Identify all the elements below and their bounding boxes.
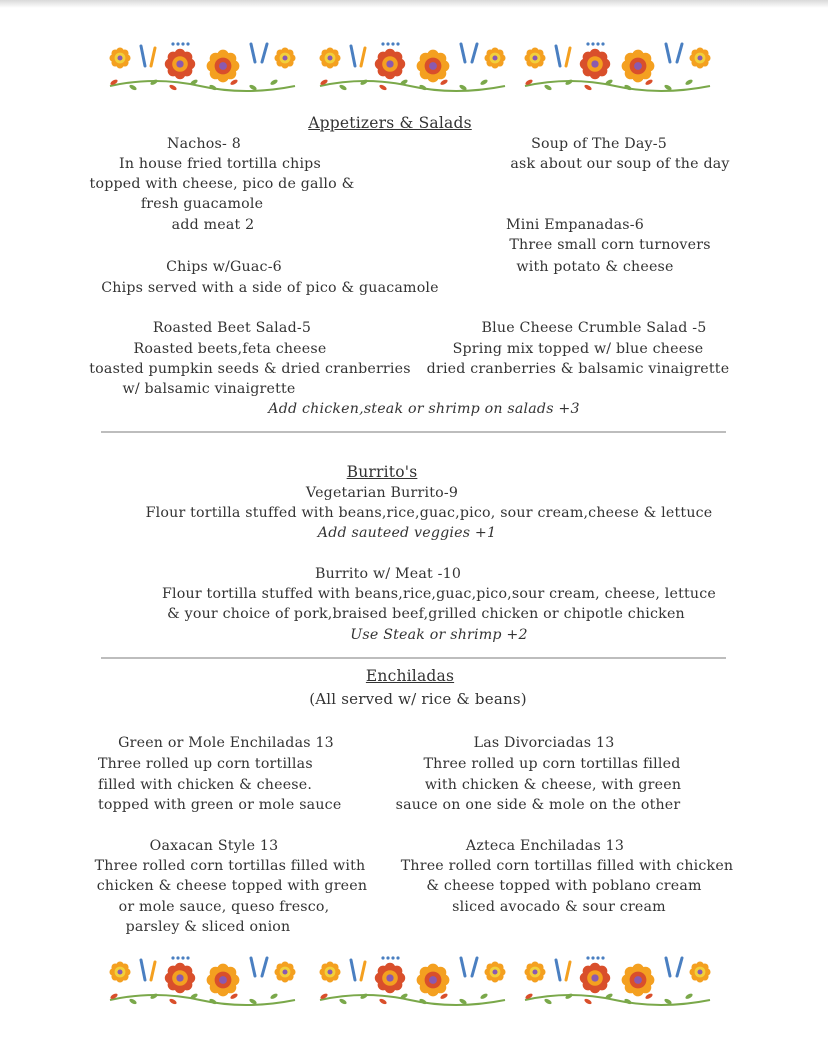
green-mole-enchiladas-desc-3: topped with green or mole sauce (98, 797, 342, 813)
folk-flower-border-top (100, 36, 720, 100)
beet-salad-desc-2: toasted pumpkin seeds & dried cranberries (89, 361, 411, 377)
vegetarian-burrito-note: Add sauteed veggies +1 (317, 525, 497, 541)
chips-desc-1: Chips served with a side of pico & guacamole (101, 280, 439, 296)
meat-burrito-desc-1: Flour tortilla stuffed with beans,rice,guac,pico,sour cream, cheese, lettuce (162, 586, 716, 602)
nachos-desc-4: add meat 2 (171, 217, 255, 233)
las-divorciadas-title: Las Divorciadas 13 (473, 735, 615, 751)
enchiladas-subheading: (All served w/ rice & beans) (309, 690, 527, 708)
las-divorciadas-desc-2: with chicken & cheese, with green (424, 777, 682, 793)
blue-cheese-salad-title: Blue Cheese Crumble Salad -5 (481, 320, 707, 336)
beet-salad-desc-1: Roasted beets,feta cheese (133, 341, 327, 357)
oaxacan-style-title: Oaxacan Style 13 (149, 838, 279, 854)
flower-motif (524, 42, 710, 91)
oaxacan-style-desc-1: Three rolled corn tortillas filled with (94, 858, 366, 874)
oaxacan-style-desc-4: parsley & sliced onion (125, 919, 291, 935)
green-mole-enchiladas-desc-2: filled with chicken & cheese. (98, 777, 313, 793)
chips-title: Chips w/Guac-6 (166, 259, 282, 275)
azteca-enchiladas-desc-1: Three rolled corn tortillas filled with chicken (400, 858, 734, 874)
flower-motif (524, 956, 710, 1005)
flower-motif (319, 42, 505, 91)
section-divider (101, 657, 726, 659)
las-divorciadas-desc-1: Three rolled up corn tortillas filled (423, 756, 681, 772)
green-mole-enchiladas-desc-1: Three rolled up corn tortillas (98, 756, 313, 772)
blue-cheese-salad-desc-2: dried cranberries & balsamic vinaigrette (426, 361, 730, 377)
blue-cheese-salad-desc-1: Spring mix topped w/ blue cheese (452, 341, 704, 357)
empanadas-desc-1: Three small corn turnovers (509, 237, 711, 253)
flower-motif (109, 956, 295, 1005)
folk-flower-border-bottom (100, 950, 720, 1014)
beet-salad-desc-3: w/ balsamic vinaigrette (122, 381, 296, 397)
vegetarian-burrito-title: Vegetarian Burrito-9 (305, 485, 459, 501)
meat-burrito-desc-2: & your choice of pork,braised beef,grilled chicken or chipotle chicken (167, 606, 685, 622)
azteca-enchiladas-desc-3: sliced avocado & sour cream (452, 899, 666, 915)
azteca-enchiladas-desc-2: & cheese topped with poblano cream (426, 878, 702, 894)
section-divider (101, 431, 726, 433)
las-divorciadas-desc-3: sauce on one side & mole on the other (395, 797, 681, 813)
nachos-desc-1: In house fried tortilla chips (119, 156, 321, 172)
empanadas-title: Mini Empanadas-6 (505, 217, 645, 233)
soup-title: Soup of The Day-5 (531, 136, 667, 152)
nachos-desc-2: topped with cheese, pico de gallo & (89, 176, 355, 192)
beet-salad-title: Roasted Beet Salad-5 (152, 320, 312, 336)
azteca-enchiladas-title: Azteca Enchiladas 13 (465, 838, 625, 854)
oaxacan-style-desc-2: chicken & cheese topped with green (96, 878, 368, 894)
oaxacan-style-desc-3: or mole sauce, queso fresco, (118, 899, 330, 915)
empanadas-desc-2: with potato & cheese (516, 259, 674, 275)
flower-motif (109, 42, 295, 91)
enchiladas-heading: Enchiladas (365, 667, 455, 685)
soup-desc-1: ask about our soup of the day (510, 156, 730, 172)
nachos-title: Nachos- 8 (167, 136, 241, 152)
nachos-desc-3: fresh guacamole (140, 196, 264, 212)
green-mole-enchiladas-title: Green or Mole Enchiladas 13 (118, 735, 334, 751)
flower-motif (319, 956, 505, 1005)
top-shadow (0, 0, 828, 8)
meat-burrito-title: Burrito w/ Meat -10 (314, 566, 462, 582)
appetizers-heading: Appetizers & Salads (308, 114, 472, 132)
salad-addon-note: Add chicken,steak or shrimp on salads +3 (268, 401, 580, 417)
vegetarian-burrito-desc-1: Flour tortilla stuffed with beans,rice,guac,pico, sour cream,cheese & lettuce (145, 505, 713, 521)
burritos-heading: Burrito's (346, 463, 418, 481)
meat-burrito-note: Use Steak or shrimp +2 (350, 627, 528, 643)
